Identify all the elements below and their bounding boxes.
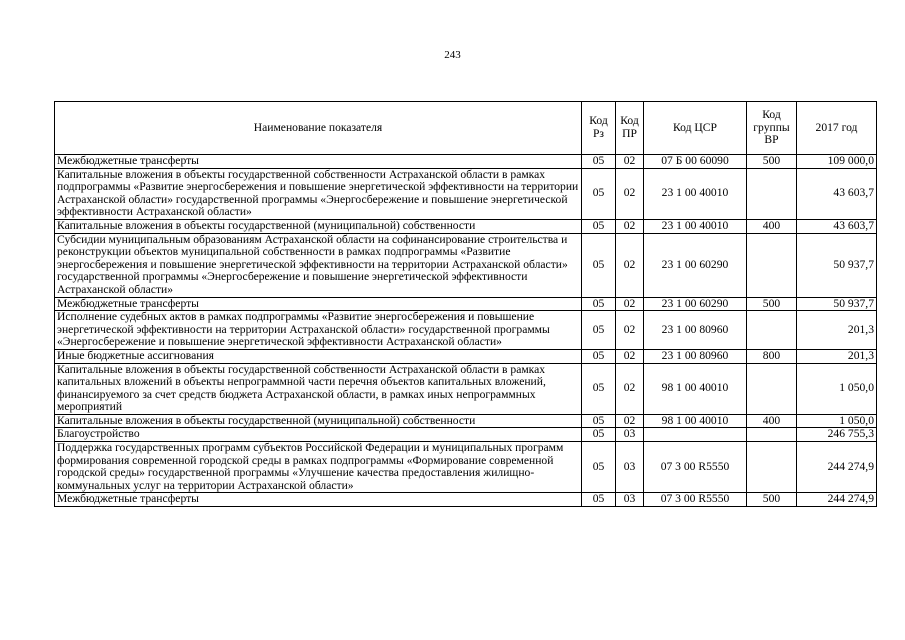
table-row [55, 442, 877, 493]
row-amount: 50 937,7 [797, 233, 877, 297]
row-amount: 201,3 [797, 349, 877, 363]
row-rz: 05 [582, 428, 616, 442]
row-pr: 03 [616, 428, 644, 442]
row-csr: 23 1 00 40010 [644, 168, 747, 219]
table-row [55, 493, 877, 507]
table-header-row [55, 102, 877, 155]
row-csr: 07 3 00 R5550 [644, 442, 747, 493]
row-amount: 50 937,7 [797, 297, 877, 311]
row-amount: 43 603,7 [797, 219, 877, 233]
row-name: Капитальные вложения в объекты государственной (муниципальной) собственности [55, 219, 582, 233]
row-amount: 246 755,3 [797, 428, 877, 442]
table-row [55, 155, 877, 169]
row-vr [747, 442, 797, 493]
row-pr: 02 [616, 363, 644, 414]
row-csr: 98 1 00 40010 [644, 363, 747, 414]
row-vr [747, 311, 797, 350]
row-pr: 02 [616, 168, 644, 219]
row-pr: 02 [616, 349, 644, 363]
row-pr: 03 [616, 493, 644, 507]
row-rz: 05 [582, 442, 616, 493]
row-amount: 244 274,9 [797, 442, 877, 493]
row-name: Иные бюджетные ассигнования [55, 349, 582, 363]
table-row [55, 414, 877, 428]
row-pr: 02 [616, 155, 644, 169]
row-vr: 400 [747, 414, 797, 428]
table-row [55, 233, 877, 297]
row-name: Межбюджетные трансферты [55, 155, 582, 169]
row-pr: 02 [616, 233, 644, 297]
row-pr: 03 [616, 442, 644, 493]
row-csr: 23 1 00 60290 [644, 297, 747, 311]
row-name: Межбюджетные трансферты [55, 297, 582, 311]
header-year: 2017 год [797, 102, 877, 155]
row-vr: 500 [747, 297, 797, 311]
header-csr: Код ЦСР [644, 102, 747, 155]
row-amount: 109 000,0 [797, 155, 877, 169]
table-row [55, 349, 877, 363]
row-pr: 02 [616, 414, 644, 428]
row-rz: 05 [582, 363, 616, 414]
row-vr: 500 [747, 155, 797, 169]
row-name: Капитальные вложения в объекты государственной собственности Астраханской области в рамках подпрограммы «Развитие энергосбережения и повышение энергетической эффективности на территории Астраханской области» государственной программы «Энергосбережение и повышение энергетической эффективности Астраханской области» [55, 168, 582, 219]
row-name: Межбюджетные трансферты [55, 493, 582, 507]
row-pr: 02 [616, 297, 644, 311]
row-csr: 07 3 00 R5550 [644, 493, 747, 507]
row-csr: 23 1 00 80960 [644, 311, 747, 350]
table-row [55, 297, 877, 311]
row-pr: 02 [616, 311, 644, 350]
row-rz: 05 [582, 168, 616, 219]
row-rz: 05 [582, 493, 616, 507]
row-csr: 23 1 00 40010 [644, 219, 747, 233]
row-csr: 07 Б 00 60090 [644, 155, 747, 169]
row-csr: 98 1 00 40010 [644, 414, 747, 428]
row-amount: 244 274,9 [797, 493, 877, 507]
row-amount: 43 603,7 [797, 168, 877, 219]
row-name: Поддержка государственных программ субъектов Российской Федерации и муниципальных программ формирования современной городской среды в рамках подпрограммы «Формирование современной городской среды» государственной программы «Улучшение качества предоставления жилищно-коммунальных услуг на территории Астраханской области» [55, 442, 582, 493]
budget-table [54, 101, 877, 507]
row-rz: 05 [582, 233, 616, 297]
row-name: Субсидии муниципальным образованиям Астраханской области на софинансирование строительства и реконструкции объектов муниципальной собственности в рамках подпрограммы «Развитие энергосбережения и повышение энергетической эффективности на территории Астраханской области» государственной программы «Энергосбережение и повышение энергетической эффективности Астраханской области» [55, 233, 582, 297]
table-row [55, 428, 877, 442]
row-rz: 05 [582, 155, 616, 169]
row-vr [747, 233, 797, 297]
header-name: Наименование показателя [55, 102, 582, 155]
table-row [55, 219, 877, 233]
row-vr [747, 168, 797, 219]
row-amount: 1 050,0 [797, 363, 877, 414]
row-name: Благоустройство [55, 428, 582, 442]
row-pr: 02 [616, 219, 644, 233]
row-name: Капитальные вложения в объекты государственной собственности Астраханской области в рамках капитальных вложений в объекты непрограммной части перечня объектов капитальных вложений, финансируемого за счет средств бюджета Астраханской области, в рамках иных непрограммных мероприятий [55, 363, 582, 414]
row-name: Капитальные вложения в объекты государственной (муниципальной) собственности [55, 414, 582, 428]
row-rz: 05 [582, 414, 616, 428]
row-name: Исполнение судебных актов в рамках подпрограммы «Развитие энергосбережения и повышение энергетической эффективности на территории Астраханской области» государственной программы «Энергосбережение и повышение энергетической эффективности Астраханской области» [55, 311, 582, 350]
page-number: 243 [444, 49, 461, 61]
row-amount: 201,3 [797, 311, 877, 350]
row-vr: 800 [747, 349, 797, 363]
header-rz: Код Рз [582, 102, 616, 155]
row-rz: 05 [582, 311, 616, 350]
row-rz: 05 [582, 219, 616, 233]
row-vr [747, 428, 797, 442]
header-pr: Код ПР [616, 102, 644, 155]
row-rz: 05 [582, 349, 616, 363]
table-row [55, 363, 877, 414]
row-csr [644, 428, 747, 442]
row-csr: 23 1 00 80960 [644, 349, 747, 363]
row-amount: 1 050,0 [797, 414, 877, 428]
row-csr: 23 1 00 60290 [644, 233, 747, 297]
table-row [55, 168, 877, 219]
row-vr [747, 363, 797, 414]
header-vr: Код группы ВР [747, 102, 797, 155]
row-vr: 500 [747, 493, 797, 507]
row-vr: 400 [747, 219, 797, 233]
table-row [55, 311, 877, 350]
row-rz: 05 [582, 297, 616, 311]
